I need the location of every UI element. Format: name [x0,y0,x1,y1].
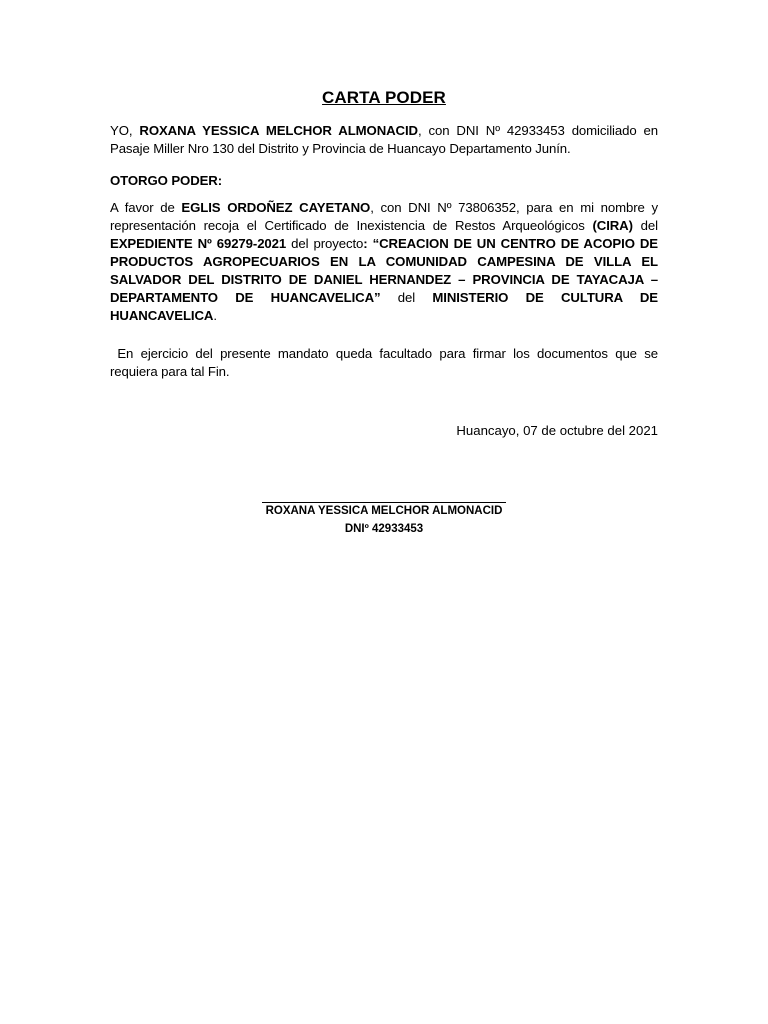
favor-text-5: del [380,290,433,305]
intro-text-1: YO, [110,123,140,138]
attorney-name: EGLIS ORDOÑEZ CAYETANO [181,200,371,215]
intro-text-2: , con DNI Nº 42933453 domiciliado en Pasaje Miller Nro 130 del Distrito y Provincia de Huancayo Departamento Junín. [110,123,658,156]
grantor-name: ROXANA YESSICA MELCHOR ALMONACID [139,123,418,138]
cira-label: (CIRA) [592,218,633,233]
favor-text-4: del proyecto [286,236,364,251]
otorgo-poder-heading: OTORGO PODER: [110,173,223,188]
expediente-number: EXPEDIENTE Nº 69279-2021 [110,236,287,251]
intro-paragraph [110,122,658,158]
project-name: : “CREACION DE UN CENTRO DE ACOPIO DE PRODUCTOS AGROPECUARIOS EN LA COMUNIDAD CAMPESINA DE VILLA EL SALVADOR DEL DISTRITO DE DANIEL HERNANDEZ – PROVINCIA DE TAYACAJA – DEPARTAMENTO DE HUANCAVELICA” [110,236,658,305]
document-title: CARTA PODER [322,88,446,107]
favor-text-6: . [213,308,217,323]
favor-paragraph [110,199,658,325]
signature-name: ROXANA YESSICA MELCHOR ALMONACID [265,505,503,517]
signature-dni: DNIº 42933453 [344,523,424,535]
ministry-name: MINISTERIO DE CULTURA DE HUANCAVELICA [110,290,658,323]
place-date: Huancayo, 07 de octubre del 2021 [456,423,658,438]
favor-text-3: del [632,218,658,233]
favor-text-2: , con DNI Nº 73806352, para en mi nombre y representación recoja el Certificado de Inexistencia de Restos Arqueológicos [110,200,658,233]
favor-text-1: A favor de [110,200,182,215]
mandate-paragraph: En ejercicio del presente mandato queda facultado para firmar los documentos que se requiera para tal Fin. [110,346,662,379]
